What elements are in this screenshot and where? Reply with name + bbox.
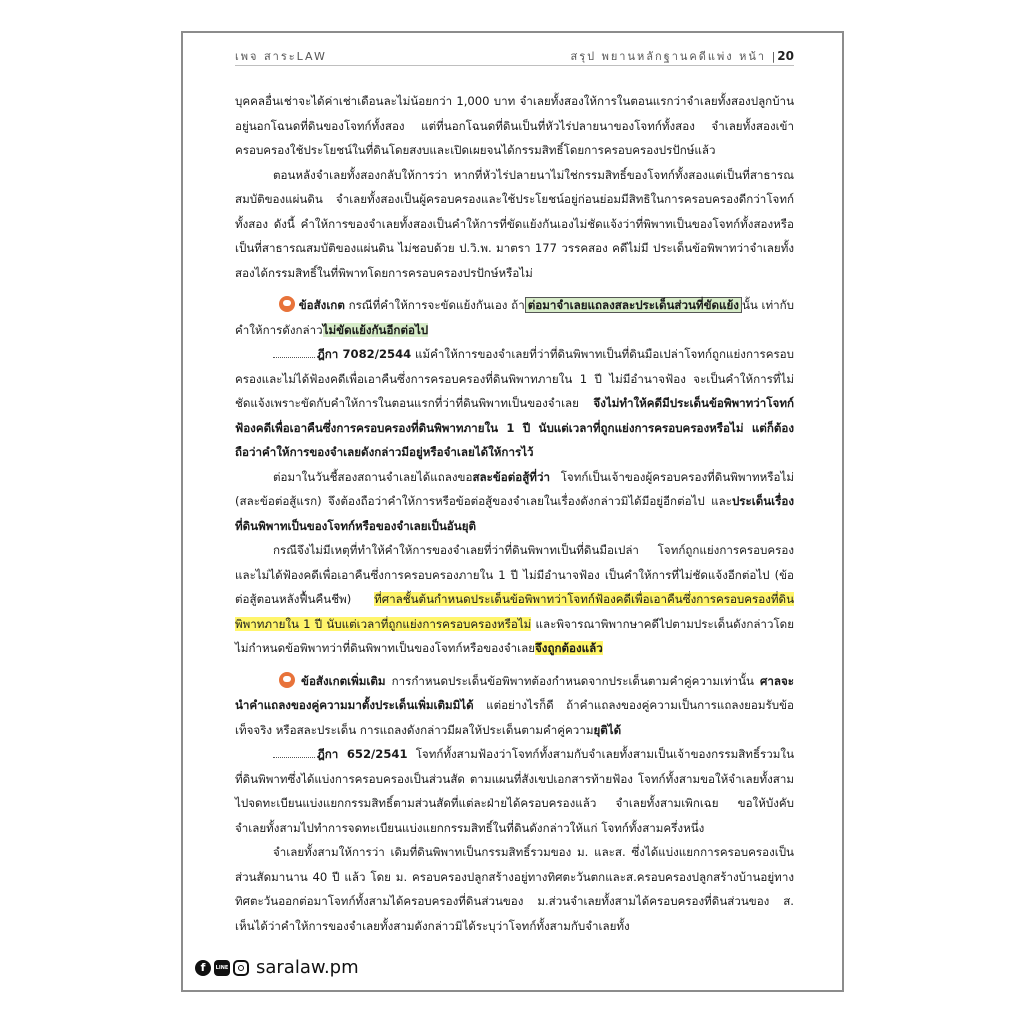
document-page <box>181 31 844 992</box>
page-number: 20 <box>777 49 794 63</box>
speech-bubble-icon <box>279 296 295 312</box>
site-handle[interactable]: saralaw.pm <box>256 957 359 978</box>
speech-bubble-icon <box>279 672 295 688</box>
note-1: ข้อสังเกต กรณีที่คำให้การจะขัดแย้งกันเอง ถ้า ต่อมาจำเลยแถลงสละประเด็นส่วนที่ขัดแย้ง นั้น เท่ากับคำให้การดังกล่าวไม่ขัดแย้งกันอีกต่อไป <box>235 298 795 337</box>
document-body <box>235 89 794 938</box>
case-1-title: ฎีกา 7082/2544 <box>317 347 412 361</box>
note-1-highlight: ไม่ขัดแย้งกันอีกต่อไป <box>322 322 429 337</box>
header-sep: | <box>771 50 778 63</box>
note-2: ข้อสังเกตเพิ่มเติม การกำหนดประเด็นข้อพิพาทต้องกำหนดจากประเด็นตามคำคู่ความเท่านั้น ศาลจะนำคำแถลงของคู่ความมาตั้งประเด็นเพิ่มเติมมิได้ แต่อย่างไรก็ดี ถ้าคำแถลงของคู่ความเป็นการแถลงยอมรับข้อเท็จจริง หรือสละประเด็น การแถลงดังกล่าวมีผลให้ประเด็นตามคำคู่ความยุติได้ <box>235 673 795 737</box>
page-footer <box>195 957 359 978</box>
paragraph-1: บุคคลอื่นเช่าจะได้ค่าเช่าเดือนละไม่น้อยกว่า 1,000 บาท จำเลยทั้งสองให้การในตอนแรกว่าจำเลยทั้งสองปลูกบ้านอยู่นอกโฉนดที่ดินของโจทก์ทั้งสอง แต่ที่นอกโฉนดที่ดินเป็นที่หัวไร่ปลายนาของโจทก์ทั้งสอง จำเลยทั้งสองเข้าครอบครองใช้ประโยชน์ในที่ดินโดยสงบและเปิดเผยจนได้กรรมสิทธิ์โดยการครอบครองปรปักษ์แล้ว <box>235 94 794 157</box>
note-1-label: ข้อสังเกต <box>298 298 345 312</box>
page-header <box>235 47 794 66</box>
case-2-title: ฎีกา 652/2541 <box>317 747 408 761</box>
line-icon[interactable]: LINE <box>214 960 230 976</box>
paragraph-2: ตอนหลังจำเลยทั้งสองกลับให้การว่า หากที่หัวไร่ปลายนาไม่ใช่กรรมสิทธิ์ของโจทก์ทั้งสองแต่เป็นที่สาธารณสมบัติของแผ่นดิน จำเลยทั้งสองเป็นผู้ครอบครองและใช้ประโยชน์อยู่ก่อนย่อมมีสิทธิในการครอบครองดีกว่าโจทก์ทั้งสอง ดังนี้ คำให้การของจำเลยทั้งสองเป็นคำให้การที่ขัดแย้งกันเองไม่ชัดแจ้งว่าที่พิพาทเป็นของโจทก์ทั้งสองหรือเป็นที่สาธารณสมบัติของแผ่นดิน ไม่ชอบด้วย ป.วิ.พ. มาตรา 177 วรรคสอง คดีไม่มี ประเด็นข้อพิพาทว่าจำเลยทั้งสองได้กรรมสิทธิ์ในที่พิพาทโดยการครอบครองปรปักษ์หรือไม่ <box>235 167 794 280</box>
header-right <box>571 47 795 65</box>
facebook-icon[interactable]: f <box>195 960 211 976</box>
yellow-highlight-end: จึงถูกต้องแล้ว <box>535 641 603 655</box>
case-1: ฎีกา 7082/2544 แม้คำให้การของจำเลยที่ว่าที่ดินพิพาทเป็นที่ดินมือเปล่าโจทก์ถูกแย่งการครอบครองและไม่ได้ฟ้องคดีเพื่อเอาคืนซึ่งการครอบครองที่ดินพิพาทภายใน 1 ปี ไม่มีอำนาจฟ้อง จะเป็นคำให้การที่ไม่ชัดแจ้งเพราะขัดกับคำให้การในตอนแรกที่ว่าที่ดินพิพาทเป็นของจำเลย จึงไม่ทำให้คดีมีประเด็นข้อพิพาทว่าโจทก์ฟ้องคดีเพื่อเอาคืนซึ่งการครอบครองที่ดินพิพาทภายใน 1 ปี นับแต่เวลาที่ถูกแย่งการครอบครองหรือไม่ แต่ก็ต้องถือว่าคำให้การของจำเลยดังกล่าวมีอยู่หรือจำเลยได้ให้การไว้ <box>235 347 795 459</box>
paragraph-5: จำเลยทั้งสามให้การว่า เดิมที่ดินพิพาทเป็นกรรมสิทธิ์รวมของ ม. และส. ซึ่งได้แบ่งแยกการครอบครองเป็นส่วนสัดมานาน 40 ปี แล้ว โดย ม. ครอบครองปลูกสร้างอยู่ทางทิศตะวันตกและส.ครอบครองปลูกสร้างบ้านอยู่ทางทิศตะวันออกต่อมาโจทก์ทั้งสามได้ครอบครองที่ดินส่วนของ ม.ส่วนจำเลยทั้งสามได้ครอบครองที่ดินส่วนของ ส. เห็นได้ว่าคำให้การของจำเลยทั้งสามดังกล่าวมิได้ระบุว่าโจทก์ทั้งสามกับจำเลยทั้ง <box>235 845 794 933</box>
yellow-highlight: ที่ศาลชั้นต้นกำหนดประเด็นข้อพิพาทว่าโจทก์ฟ้องคดีเพื่อเอาคืนซึ่งการครอบครองที่ดินพิพาทภายใน 1 ปี นับแต่เวลาที่ถูกแย่งการครอบครองหรือไม่ <box>235 592 794 631</box>
dotted-leader <box>273 747 315 758</box>
case-2: ฎีกา 652/2541 โจทก์ทั้งสามฟ้องว่าโจทก์ทั้งสามกับจำเลยทั้งสามเป็นเจ้าของกรรมสิทธิ์รวมในที่ดินพิพาทซึ่งได้แบ่งการครอบครองเป็นส่วนสัด ตามแผนที่สังเขปเอกสารท้ายฟ้อง โจทก์ทั้งสามขอให้จำเลยทั้งสามไปจดทะเบียนแบ่งแยกกรรมสิทธิ์ตามส่วนสัดที่แต่ละฝ่ายได้ครอบครองแล้ว จำเลยทั้งสามเพิกเฉย ขอให้บังคับจำเลยทั้งสามไปทำการจดทะเบียนแบ่งแยกกรรมสิทธิ์ในที่ดินดังกล่าวให้แก่ โจทก์ทั้งสามครึ่งหนึ่ง <box>235 747 794 835</box>
header-title: สรุป พยานหลักฐานคดีแพ่ง หน้า <box>570 50 767 63</box>
paragraph-3: ต่อมาในวันชี้สองสถานจำเลยได้แถลงขอสละข้อต่อสู้ที่ว่า โจทก์เป็นเจ้าของผู้ครอบครองที่ดินพิพาทหรือไม่ (สละข้อต่อสู้แรก) จึงต้องถือว่าคำให้การหรือข้อต่อสู้ของจำเลยในเรื่องดังกล่าวมิได้มีอยู่อีกต่อไป และประเด็นเรื่องที่ดินพิพาทเป็นของโจทก์หรือของจำเลยเป็นอันยุติ <box>235 469 794 533</box>
note-1-boxed: ต่อมาจำเลยแถลงสละประเด็นส่วนที่ขัดแย้ง <box>525 297 742 313</box>
dotted-leader <box>273 347 315 358</box>
paragraph-4: กรณีจึงไม่มีเหตุที่ทำให้คำให้การของจำเลยที่ว่าที่ดินพิพาทเป็นที่ดินมือเปล่า โจทก์ถูกแย่งการครอบครองและไม่ได้ฟ้องคดีเพื่อเอาคืนซึ่งการครอบครองภายใน 1 ปี ไม่มีอำนาจฟ้อง เป็นคำให้การที่ไม่ชัดแจ้งอีกต่อไป (ข้อต่อสู้ตอนหลังฟื้นคืนชีพ) ที่ศาลชั้นต้นกำหนดประเด็นข้อพิพาทว่าโจทก์ฟ้องคดีเพื่อเอาคืนซึ่งการครอบครองที่ดินพิพาทภายใน 1 ปี นับแต่เวลาที่ถูกแย่งการครอบครองหรือไม่ และพิจารณาพิพากษาคดีไปตามประเด็นดังกล่าวโดยไม่กำหนดข้อพิพาทว่าที่ดินพิพาทเป็นของโจทก์หรือของจำเลยจึงถูกต้องแล้ว <box>235 543 795 655</box>
instagram-icon[interactable] <box>233 960 249 976</box>
note-2-label: ข้อสังเกตเพิ่มเติม <box>301 673 386 688</box>
header-left: เพจ สาระLAW <box>235 50 327 63</box>
